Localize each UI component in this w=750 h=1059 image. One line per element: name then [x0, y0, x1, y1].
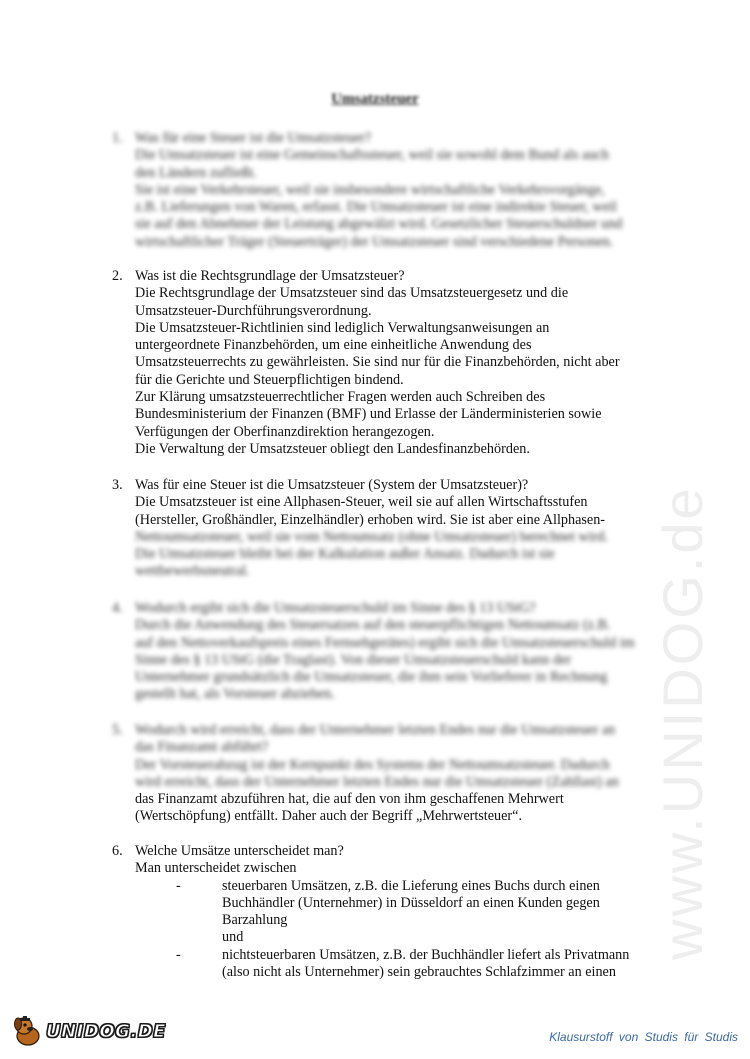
unidog-logo: [12, 1013, 166, 1049]
answer-line: Die Umsatzsteuer ist eine Gemeinschaftssteuer, weil sie sowohl dem Bund als auch: [135, 147, 609, 164]
question-number: 6.: [112, 843, 123, 859]
answer-line: das Finanzamt abzuführen hat, die auf den von ihm geschaffenen Mehrwert: [135, 791, 564, 808]
answer-line: Die Umsatzsteuer-Richtlinien sind lediglich Verwaltungsanweisungen an: [135, 319, 550, 336]
dog-icon: [12, 1015, 42, 1047]
answer-line: Die Verwaltung der Umsatzsteuer obliegt den Landesfinanzbehörden.: [135, 440, 530, 457]
answer-line: untergeordnete Finanzbehörden, um eine einheitliche Anwendung des: [135, 337, 532, 354]
question-line: Wodurch ergibt sich die Umsatzsteuerschuld im Sinne des § 13 UStG?: [135, 600, 536, 616]
answer-line: Sie ist eine Verkehrsteuer, weil sie insbesondere wirtschaftliche Verkehrsvorgänge,: [135, 181, 605, 198]
answer-line: Unternehmer grundsätzlich die Umsatzsteuer, die ihm sein Vorlieferer in Rechnung: [135, 669, 608, 686]
answer-line: Sinne des § 13 UStG (die Traglast). Von dieser Umsatzsteuerschuld kann der: [135, 651, 572, 668]
question-4: [112, 600, 672, 704]
list-dash: -: [176, 946, 181, 963]
answer-line: für die Gerichte und Steuerpflichtigen bindend.: [135, 371, 404, 388]
question-6: [112, 843, 672, 981]
answer-line: auf den Nettoverkaufspreis eines Fernsehgerätes) ergibt sich die Umsatzsteuerschuld im: [135, 634, 635, 651]
list-line: nichtsteuerbaren Umsätzen, z.B. der Buchhändler liefert als Privatmann: [222, 946, 630, 963]
list-item: [176, 946, 672, 982]
list-item: [222, 929, 672, 946]
question-1: [112, 130, 672, 251]
question-number: 1.: [112, 130, 123, 146]
list-line: steuerbaren Umsätzen, z.B. die Lieferung eines Buchs durch einen: [222, 877, 600, 894]
question-5: [112, 722, 672, 826]
list-dash: -: [176, 877, 181, 894]
question-number: 3.: [112, 477, 123, 493]
question-line: Was ist die Rechtsgrundlage der Umsatzsteuer?: [135, 268, 405, 284]
list-line: Barzahlung: [222, 912, 288, 929]
answer-line: Die Rechtsgrundlage der Umsatzsteuer sind das Umsatzsteuergesetz und die: [135, 285, 569, 302]
question-line: Wodurch wird erreicht, dass der Unternehmer letzten Endes nur die Umsatzsteuer an: [135, 722, 616, 738]
watermark-text: www.UNIDOG.de: [651, 485, 714, 960]
answer-line: den Ländern zufließt.: [135, 164, 257, 181]
answer-line: Bundesministerium der Finanzen (BMF) und Erlasse der Länderministerien sowie: [135, 406, 602, 423]
list-line: (also nicht als Unternehmer) sein gebrauchtes Schlafzimmer an einen: [222, 964, 616, 981]
question-2: [112, 268, 672, 458]
answer-line: wird erreicht, dass der Unternehmer letzten Endes nur die Umsatzsteuer (Zahllast) an: [135, 773, 619, 790]
answer-line: gestellt hat, als Vorsteuer abziehen.: [135, 686, 335, 703]
answer-line: z.B. Lieferungen von Waren, erfasst. Die Umsatzsteuer ist eine indirekte Steuer, weil: [135, 199, 617, 216]
question-line: Was für eine Steuer ist die Umsatzsteuer?: [135, 130, 372, 146]
question-number: 4.: [112, 600, 123, 616]
answer-line: wettbewerbsneutral.: [135, 563, 250, 580]
answer-line: wirtschaftlicher Träger (Steuerträger) der Umsatzsteuer sind verschiedene Personen.: [135, 233, 614, 250]
list-item: [176, 877, 672, 930]
answer-line: Durch die Anwendung des Steuersatzes auf den steuerpflichtigen Nettoumsatz (z.B.: [135, 617, 611, 634]
answer-line: (Hersteller, Großhändler, Einzelhändler) erhoben wird. Sie ist aber eine Allphasen-: [135, 511, 606, 528]
question-3: [112, 477, 672, 581]
answer-line: (Wertschöpfung) entfällt. Daher auch der Begriff „Mehrwertsteuer“.: [135, 808, 523, 825]
answer-line: Umsatzsteuerrechts zu gewährleisten. Sie sind nur für die Finanzbehörden, nicht aber: [135, 354, 620, 371]
answer-line: Zur Klärung umsatzsteuerrechtlicher Fragen werden auch Schreiben des: [135, 389, 546, 406]
answer-line: Der Vorsteuerabzug ist der Kernpunkt des Systems der Nettoumsatzsteuer. Dadurch: [135, 756, 610, 773]
question-line: Welche Umsätze unterscheidet man?: [135, 843, 344, 859]
page-title: Umsatzsteuer: [331, 91, 419, 107]
answer-line: Die Umsatzsteuer ist eine Allphasen-Steuer, weil sie auf allen Wirtschaftsstufen: [135, 494, 588, 511]
answer-line: Umsatzsteuer-Durchführungsverordnung.: [135, 302, 372, 319]
footer-tagline: Klausurstoff von Studis für Studis: [549, 1030, 738, 1044]
question-line: Was für eine Steuer ist die Umsatzsteuer (System der Umsatzsteuer)?: [135, 477, 529, 493]
answer-line: Die Umsatzsteuer bleibt bei der Kalkulation außer Ansatz. Dadurch ist sie: [135, 546, 555, 563]
answer-line: sie auf den Abnehmer der Leistung abgewälzt wird. Gesetzlicher Steuerschuldner und: [135, 216, 623, 233]
question-line: das Finanzamt abführt?: [135, 739, 269, 756]
answer-line: Verfügungen der Oberfinanzdirektion herangezogen.: [135, 423, 435, 440]
question-number: 5.: [112, 722, 123, 738]
answer-line: Man unterscheidet zwischen: [135, 860, 297, 877]
question-number: 2.: [112, 268, 123, 284]
answer-line: Nettoumsatzsteuer, weil sie vom Nettoumsatz (ohne Umsatzsteuer) berechnet wird.: [135, 528, 608, 545]
list-line: und: [222, 929, 244, 946]
logo-text: UNIDOG.DE: [46, 1020, 166, 1042]
list-line: Buchhändler (Unternehmer) in Düsseldorf an einen Kunden gegen: [222, 894, 600, 911]
